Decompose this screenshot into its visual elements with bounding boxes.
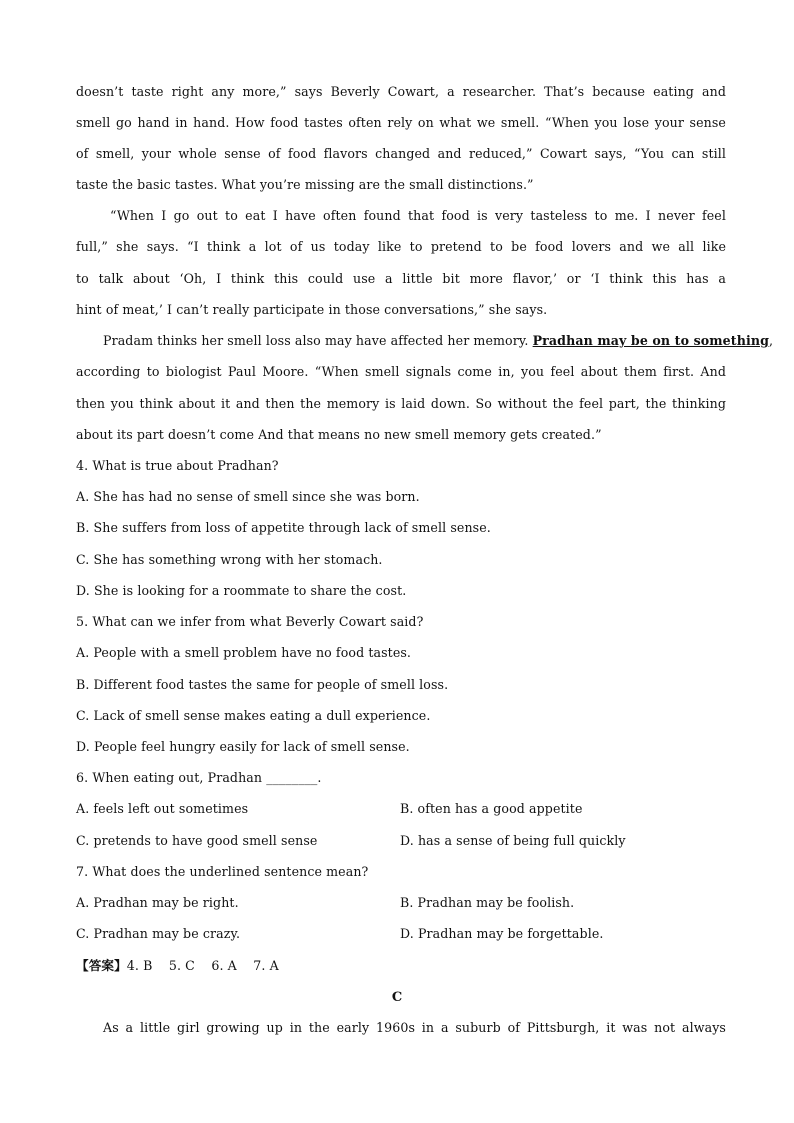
passage-line: of smell, your whole sense of food flavors changed and reduced,” Cowart says, “You can still: [76, 146, 726, 161]
option: C. Pradhan may be crazy.: [76, 926, 241, 941]
question-stem: 7. What does the underlined sentence mean?: [76, 864, 369, 879]
option: C. She has something wrong with her stomach.: [76, 552, 383, 567]
passage-line: about its part doesn’t come And that means no new smell memory gets created.”: [76, 427, 602, 442]
option: A. Pradhan may be right.: [76, 895, 239, 910]
option: B. Different food tastes the same for people of smell loss.: [76, 677, 449, 692]
passage-line: “When I go out to eat I have often found that food is very tasteless to me. I never feel: [110, 208, 726, 223]
option: B. often has a good appetite: [400, 801, 583, 816]
passage-line: hint of meat,’ I can’t really participate in those conversations,” she says.: [76, 302, 548, 317]
option: D. Pradhan may be forgettable.: [400, 926, 604, 941]
section-heading: C: [391, 990, 403, 1005]
option: D. She is looking for a roommate to share the cost.: [76, 583, 407, 598]
passage-line: to talk about ‘Oh, I think this could use a little bit more flavor,’ or ‘I think this has a: [76, 271, 726, 286]
answer-values: 4. B 5. C 6. A 7. A: [126, 958, 279, 973]
option: B. She suffers from loss of appetite through lack of smell sense.: [76, 520, 491, 535]
passage-line: according to biologist Paul Moore. “When smell signals come in, you feel about them first. And: [76, 364, 726, 379]
option: A. People with a smell problem have no food tastes.: [76, 645, 412, 660]
passage-line: full,” she says. “I think a lot of us today like to pretend to be food lovers and we all like: [76, 239, 726, 254]
option: C. pretends to have good smell sense: [76, 833, 318, 848]
option: D. People feel hungry easily for lack of smell sense.: [76, 739, 410, 754]
underlined-sentence: Pradhan may be on to something: [532, 333, 770, 348]
passage-text: Pradam thinks her smell loss also may have affected her memory.: [103, 333, 533, 348]
question-stem: 5. What can we infer from what Beverly Cowart said?: [76, 614, 424, 629]
passage-line: taste the basic tastes. What you’re missing are the small distinctions.”: [76, 177, 534, 192]
answer-key: [76, 958, 726, 974]
option: A. feels left out sometimes: [76, 801, 249, 816]
passage-line-with-underline: [103, 333, 774, 349]
option: A. She has had no sense of smell since she was born.: [76, 489, 420, 504]
option: C. Lack of smell sense makes eating a dull experience.: [76, 708, 431, 723]
passage-text: ,: [769, 333, 774, 348]
option: B. Pradhan may be foolish.: [400, 895, 575, 910]
passage-line: doesn’t taste right any more,” says Beverly Cowart, a researcher. That’s because eating and: [76, 84, 726, 99]
answer-tag: 【答案】: [76, 958, 127, 973]
option: D. has a sense of being full quickly: [400, 833, 626, 848]
passage-line: As a little girl growing up in the early 1960s in a suburb of Pittsburgh, it was not always: [103, 1020, 726, 1035]
question-stem: 6. When eating out, Pradhan ________.: [76, 770, 322, 785]
passage-line: smell go hand in hand. How food tastes often rely on what we smell. “When you lose your sense: [76, 115, 726, 130]
passage-line: then you think about it and then the memory is laid down. So without the feel part, the thinking: [76, 396, 726, 411]
question-stem: 4. What is true about Pradhan?: [76, 458, 279, 473]
